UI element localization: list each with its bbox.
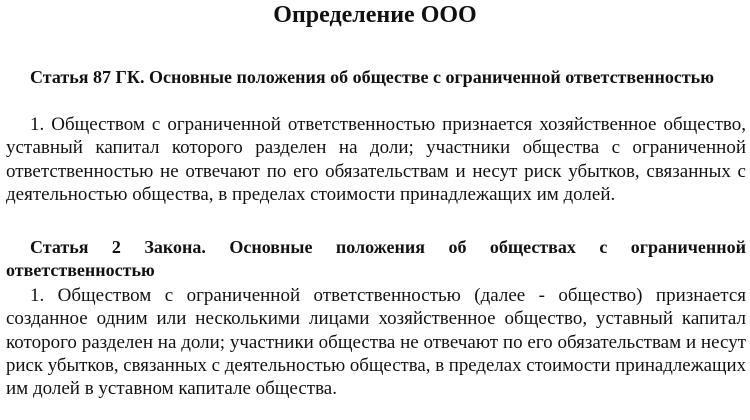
paragraph-line: им долей в уставном капитале общества. (6, 378, 337, 400)
paragraph-line: 1. Обществом с ограниченной ответственностью (далее - общество) признается (30, 285, 746, 306)
article-2-paragraph (6, 284, 746, 400)
heading-line: Статья 87 ГК. Основные положения об обществе с ограниченной ответственностью (30, 67, 714, 87)
paragraph-line: уставный капитал которого разделен на доли; участники общества с ограниченной (6, 137, 746, 159)
article-2-heading (6, 236, 746, 283)
article-87-heading (6, 66, 746, 89)
paragraph-line: деятельностью общества, в пределах стоимости принадлежащих им долей. (6, 183, 616, 205)
paragraph-line: риск убытков, связанных с деятельностью общества, в пределах стоимости принадлежащих (6, 354, 746, 376)
article-87-paragraph (6, 113, 746, 206)
heading-line: Статья 2 Закона. Основные положения об обществах с ограниченной (30, 237, 746, 257)
paragraph-line: ответственностью не отвечают по его обязательствам и несут риск убытков, связанных с (6, 160, 746, 182)
paragraph-line: которого разделен на доли; участники общества не отвечают по его обязательствам и несут (6, 331, 746, 353)
heading-line: ответственностью (6, 260, 155, 281)
paragraph-line: созданное одним или несколькими лицами хозяйственное общество, уставный капитал (6, 308, 746, 330)
page-title: Определение ООО (273, 2, 477, 28)
paragraph-line: 1. Обществом с ограниченной ответственностью признается хозяйственное общество, (30, 114, 746, 135)
